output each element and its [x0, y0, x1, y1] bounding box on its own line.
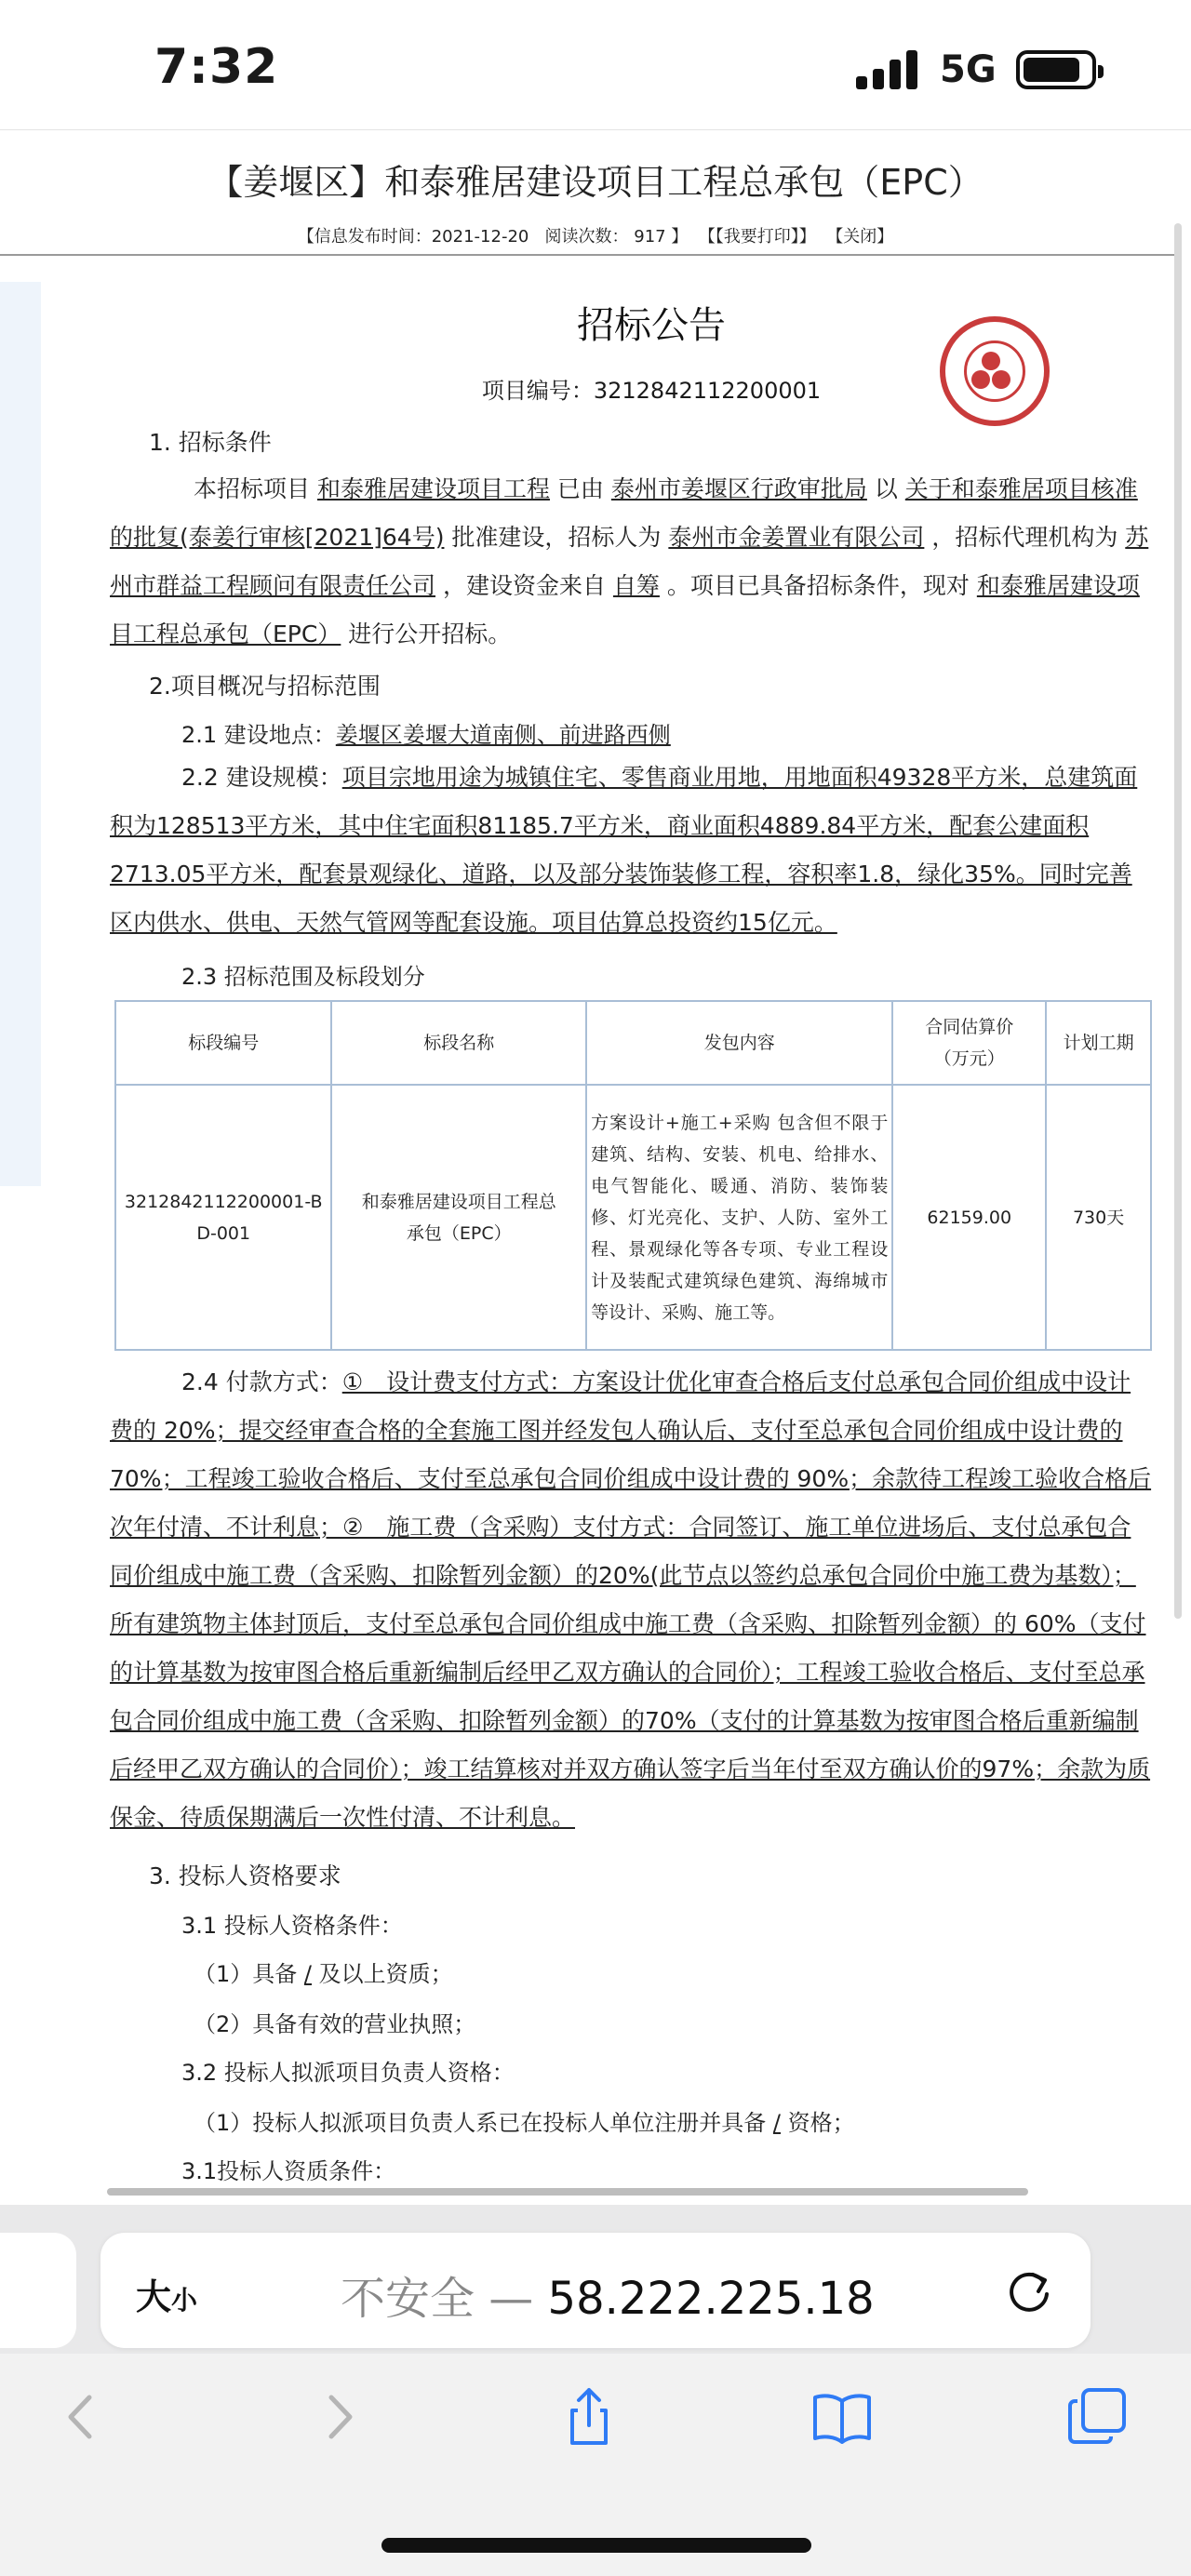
payment-terms: 2.4 付款方式：① 设计费支付方式：方案设计优化审查合格后支付总承包合同价组成中设计费的 20%；提交经审查合格的全套施工图并经发包人确认后、支付至总承包合同价组成中设计费的 70%；工程竣工验收合格后、支付至总承包合同价组成中设计费的 90%；余款待工程竣工验收合格后次年付清、不计利息；② 施工费（含采购）支付方式：合同签订、施工单位进场后、支付总承包合同价组成中施工费（含采购、扣除暂列金额）的20%(此节点以签约总承包合同价中施工费为基数）；所有建筑物主体封顶后，支付至总承包合同价组成中施工费（含采购、扣除暂列金额）的 60%（支付的计算基数为按审图合格后重新编制后经甲乙双方确认的合同价）；工程竣工验收合格后、支付至总承包合同价组成中施工费（含采购、扣除暂列金额）的70%（支付的计算基数为按审图合格后重新编制后经甲乙双方确认的合同价）；竣工结算核对并双方确认签字后当年付至双方确认价的97%；余款为质保金、待质保期满后一次性付清、不计利息。	[110, 1368, 1152, 1831]
qualification-item-2: （2）具备有效的营业执照；	[194, 2011, 476, 2037]
insecure-label: 不安全 —	[341, 2273, 548, 2325]
meta-bracket: 】	[671, 227, 689, 247]
vertical-scrollbar[interactable]	[1174, 223, 1182, 1619]
cell-price: 62159.00	[892, 1085, 1046, 1350]
construction-scale: 2.2 建设规模：项目宗地用途为城镇住宅、零售商业用地，用地面积49328平方米，总建筑面积为128513平方米，其中住宅面积81185.7平方米，商业面积4889.84平方米，配套公建面积2713.05平方米，配套景观绿化、道路，以及部分装饰装修工程，容积率1.8，绿化35%。同时完善区内供水、供电、天然气管网等配套设施。项目估算总投资约15亿元。	[110, 764, 1138, 936]
cell-section-code: 3212842112200001-BD-001	[115, 1085, 331, 1350]
official-seal-icon	[940, 316, 1050, 426]
th-content: 发包内容	[586, 1001, 892, 1085]
battery-icon	[1016, 50, 1096, 89]
views-count: 917	[634, 227, 666, 247]
construction-location: 2.1 建设地点：姜堰区姜堰大道南侧、前进路西侧	[181, 722, 671, 748]
approval-doc: 关于和泰雅居项目核准的批复(泰姜行审核[2021]64号)	[110, 475, 1138, 551]
status-time: 7:32	[154, 39, 279, 95]
notice-title: 招标公告	[577, 304, 726, 347]
th-duration: 计划工期	[1046, 1001, 1151, 1085]
host-text: 58.222.225.18	[547, 2273, 875, 2325]
tabs-icon[interactable]	[1064, 2384, 1130, 2449]
views-label: 阅读次数：	[544, 227, 629, 247]
agency: 苏州市群益工程顾问有限责任公司	[110, 524, 1149, 599]
cell-duration: 730天	[1046, 1085, 1151, 1350]
meta-line	[0, 223, 1191, 247]
publish-date: 2021-12-20	[431, 227, 529, 247]
back-icon[interactable]	[48, 2384, 114, 2449]
cell-section-name: 和泰雅居建设项目工程总承包（EPC）	[331, 1085, 586, 1350]
signal-icon	[856, 48, 919, 89]
status-bar	[0, 0, 1191, 130]
funding: 自筹	[612, 572, 660, 599]
page-title: 【姜堰区】和泰雅居建设项目工程总承包（EPC）	[207, 162, 984, 203]
section-1-body: 本招标项目 和泰雅居建设项目工程 已由 泰州市姜堰区行政审批局 以 关于和泰雅居项目核准的批复(泰姜行审核[2021]64号) 批准建设，招标人为 泰州市金姜置业有限公司 ，招标代理机构为 苏州市群益工程顾问有限责任公司 ，建设资金来自 自筹 。项目已具备招标条件，现对 和泰雅居建设项目工程总承包（EPC） 进行公开招标。	[110, 475, 1149, 647]
previous-tab-pill[interactable]	[0, 2233, 76, 2348]
table-header-row	[115, 1001, 1151, 1085]
manager-qualification-heading: 3.2 投标人拟派项目负责人资格：	[181, 2060, 515, 2086]
section-3-heading: 3. 投标人资格要求	[149, 1862, 341, 1889]
th-section-code: 标段编号	[115, 1001, 331, 1085]
bid-section-table	[114, 1000, 1152, 1351]
address-text[interactable]	[341, 2262, 875, 2327]
share-icon[interactable]	[556, 2384, 622, 2449]
section-1-heading: 1. 招标条件	[149, 429, 272, 456]
reload-icon[interactable]	[1005, 2266, 1055, 2316]
cell-content: 方案设计+施工+采购 包含但不限于建筑、结构、安装、机电、给排水、电气智能化、暖通、消防、装饰装修、灯光亮化、支护、人防、室外工程、景观绿化等各专项、专业工程设计及装配式建筑绿色建筑、海绵城市等设计、采购、施工等。	[586, 1085, 892, 1350]
network-type: 5G	[940, 48, 997, 91]
approver: 泰州市姜堰区行政审批局	[610, 475, 867, 502]
horizontal-scrollbar[interactable]	[107, 2188, 1028, 2196]
print-link[interactable]: 【【我要打印】】	[698, 227, 816, 247]
close-link[interactable]: 【关闭】	[826, 227, 894, 247]
bookmarks-icon[interactable]	[810, 2384, 875, 2449]
manager-qualification-item-1: （1）投标人拟派项目负责人系已在投标人单位注册并具备 / 资格；	[194, 2110, 855, 2136]
home-indicator[interactable]	[381, 2538, 811, 2553]
publish-label: 【信息发布时间：	[297, 227, 432, 247]
text-size-button[interactable]: 大小	[136, 2276, 198, 2317]
project-number: 项目编号：3212842112200001	[481, 378, 822, 404]
bid-name: 和泰雅居建设项目工程总承包（EPC）	[110, 572, 1140, 647]
credential-heading: 3.1投标人资质条件：	[181, 2158, 396, 2184]
section-2-heading: 2.项目概况与招标范围	[149, 673, 381, 700]
bid-scope-label: 2.3 招标范围及标段划分	[181, 964, 425, 990]
qualification-heading: 3.1 投标人资格条件：	[181, 1913, 403, 1939]
header-divider	[0, 254, 1174, 256]
forward-icon[interactable]	[307, 2384, 372, 2449]
th-section-name: 标段名称	[331, 1001, 586, 1085]
side-panel	[0, 282, 41, 1186]
qualification-item-1: （1）具备 / 及以上资质；	[194, 1961, 453, 1987]
project-name: 和泰雅居建设项目工程	[316, 475, 550, 502]
th-price: 合同估算价（万元）	[892, 1001, 1046, 1085]
tenderer: 泰州市金姜置业有限公司	[668, 524, 925, 551]
table-row	[115, 1085, 1151, 1350]
